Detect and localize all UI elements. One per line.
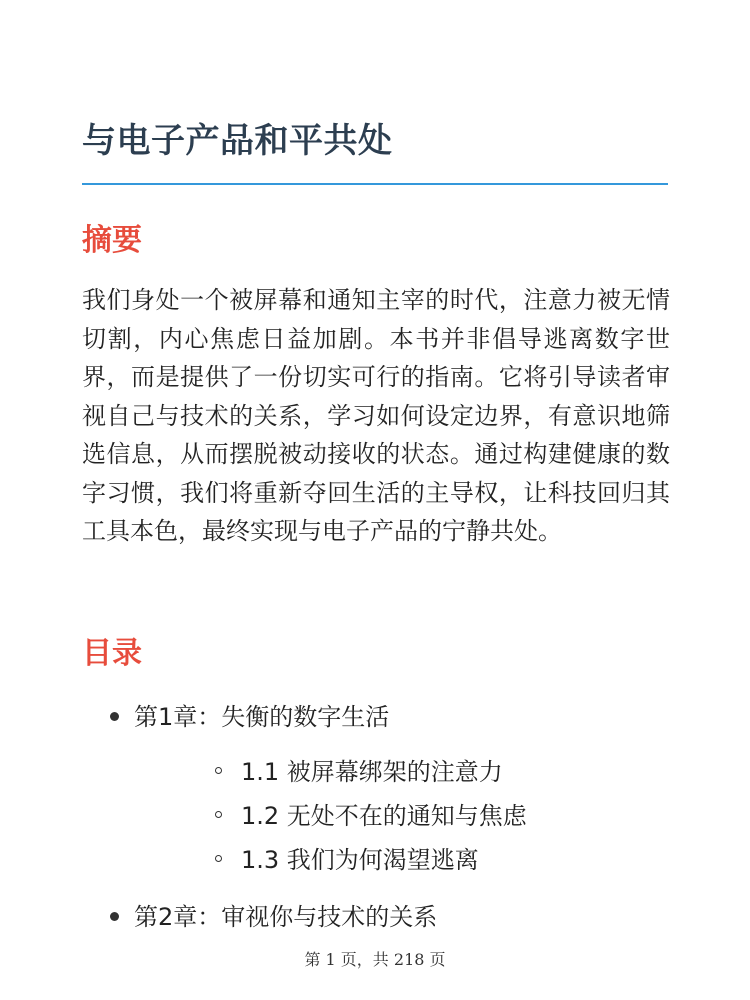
page-footer: 第 1 页，共 218 页	[304, 950, 446, 969]
toc-chapter-1[interactable]	[82, 697, 682, 882]
toc-section-label: 1.2 无处不在的通知与焦虑	[241, 802, 527, 830]
abstract-heading: 摘要	[82, 223, 142, 258]
title-underline	[82, 183, 668, 185]
toc-section-label: 1.1 被屏幕绑架的注意力	[241, 758, 503, 786]
toc-section-1-1[interactable]	[186, 750, 682, 794]
filled-bullet-icon	[110, 712, 119, 721]
document-title: 与电子产品和平共处	[82, 121, 393, 161]
hollow-bullet-icon	[215, 855, 222, 862]
abstract-paragraph: 我们身处一个被屏幕和通知主宰的时代，注意力被无情切割，内心焦虑日益加剧。本书并非倡导逃离数字世界，而是提供了一份切实可行的指南。它将引导读者审视自己与技术的关系，学习如何设定边界，有意识地筛选信息，从而摆脱被动接收的状态。通过构建健康的数字习惯，我们将重新夺回生活的主导权，让科技回归其工具本色，最终实现与电子产品的宁静共处。	[82, 286, 670, 545]
toc-chapter-2[interactable]	[82, 897, 682, 937]
table-of-contents	[82, 697, 682, 937]
toc-section-1-3[interactable]	[186, 838, 682, 882]
filled-bullet-icon	[110, 912, 119, 921]
toc-section-1-2[interactable]	[186, 794, 682, 838]
hollow-bullet-icon	[215, 811, 222, 818]
toc-subsection-list	[134, 750, 682, 882]
hollow-bullet-icon	[215, 767, 222, 774]
toc-chapter-label: 第1章：失衡的数字生活	[134, 703, 390, 731]
toc-section-label: 1.3 我们为何渴望逃离	[241, 846, 479, 874]
toc-chapter-label: 第2章：审视你与技术的关系	[134, 903, 438, 931]
toc-heading: 目录	[82, 636, 142, 671]
